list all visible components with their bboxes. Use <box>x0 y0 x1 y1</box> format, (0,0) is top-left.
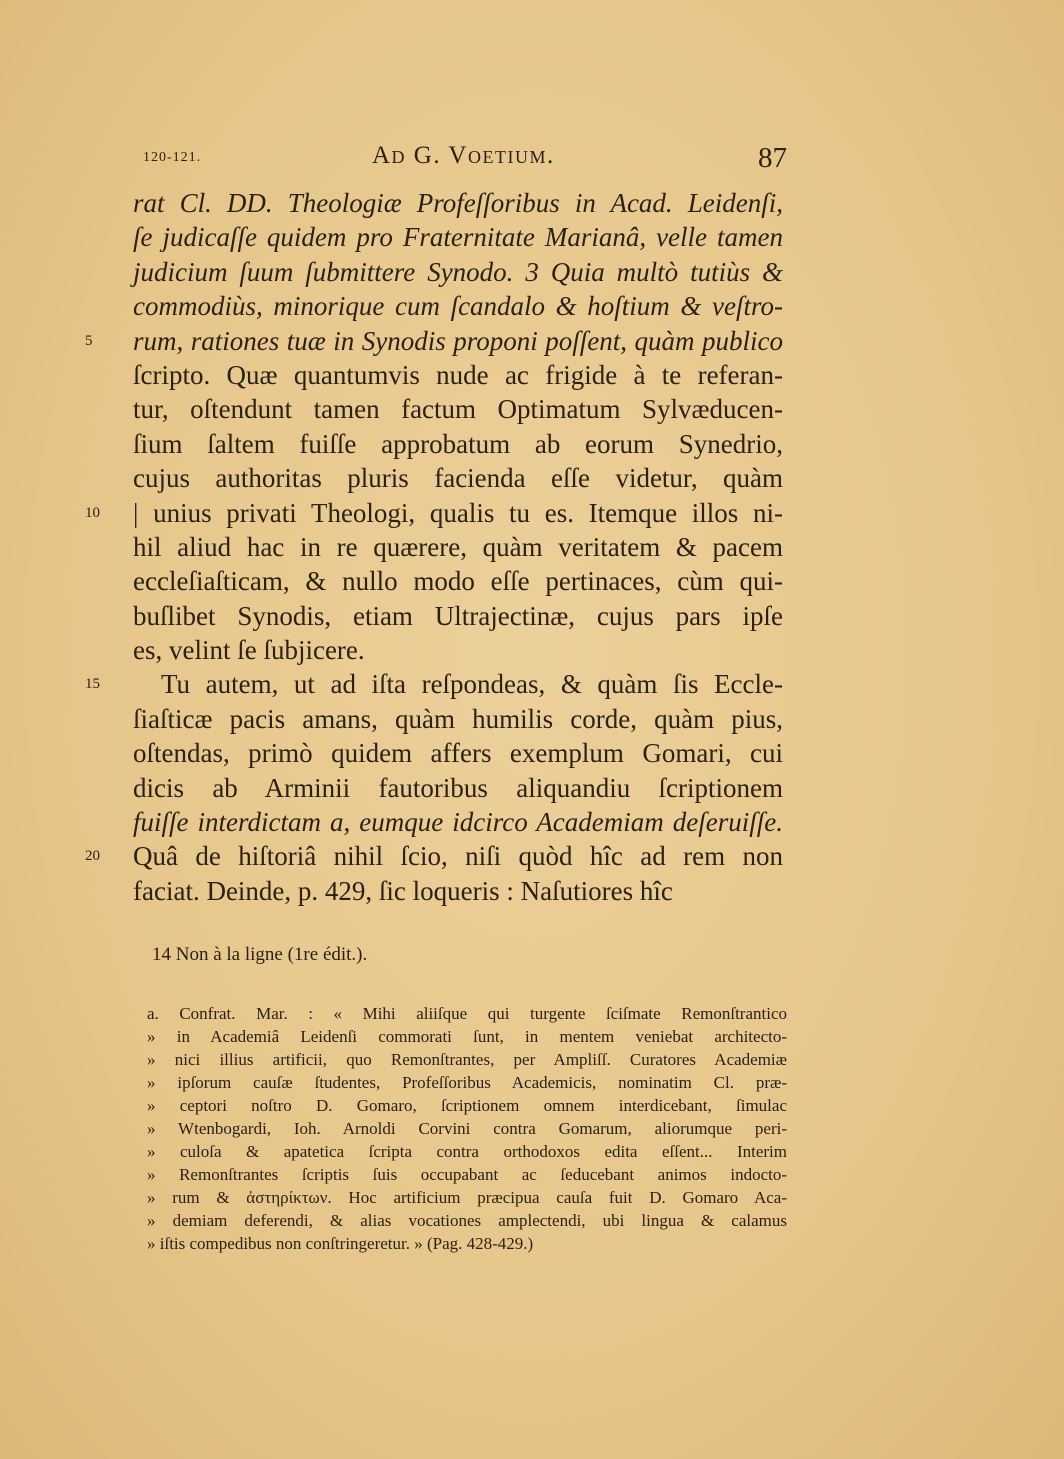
line-text: buſlibet Synodis, etiam Ultrajectinæ, cujus pars ipſe <box>133 600 783 631</box>
text-line <box>133 633 783 667</box>
line-text: Quâ de hiſtoriâ nihil ſcio, niſi quòd hîc ad rem non <box>133 841 783 872</box>
page-range: 120-121. <box>143 150 202 165</box>
footnote-line: » demiam deferendi, & alias vocationes amplectendi, ubi lingua & calamus <box>147 1211 787 1230</box>
footnote-line: » rum & ἀστηρίκτων. Hoc artificium præcipua cauſa fuit D. Gomaro Aca- <box>147 1188 787 1207</box>
text-line <box>133 427 783 461</box>
text-line <box>133 874 783 908</box>
page-number: 87 <box>758 142 787 174</box>
footnote-line: a. Confrat. Mar. : « Mihi aliiſque qui turgente ſciſmate Remonſtrantico <box>147 1004 787 1023</box>
line-text: ſcripto. Quæ quantumvis nude ac frigide à te referan- <box>133 359 783 390</box>
line-text: es, velint ſe ſubjicere. <box>133 635 365 666</box>
main-text <box>85 186 783 908</box>
text-line <box>85 839 783 873</box>
footnote-line: » Wtenbogardi, Ioh. Arnoldi Corvini contra Gomarum, aliorumque peri- <box>147 1119 787 1138</box>
text-line <box>133 186 783 220</box>
footnote-line: » culoſa & apatetica ſcripta contra orthodoxos edita eſſent... Interim <box>147 1142 787 1161</box>
line-number: 5 <box>85 332 93 349</box>
text-line <box>133 599 783 633</box>
line-text: faciat. Deinde, p. 429, ſic loqueris : Naſutiores hîc <box>133 875 673 906</box>
text-line <box>133 702 783 736</box>
line-number: 10 <box>85 504 100 521</box>
footnote-line: » ipſorum cauſæ ſtudentes, Profeſſoribus Academicis, nominatim Cl. præ- <box>147 1073 787 1092</box>
text-line <box>85 667 783 701</box>
footnote-line: » ceptori noſtro D. Gomaro, ſcriptionem omnem interdicebant, ſimulac <box>147 1096 787 1115</box>
running-title: Ad G. Voetium. <box>372 142 555 169</box>
line-text: | unius privati Theologi, qualis tu es. Itemque illos ni- <box>133 497 783 528</box>
line-text: tur, oſtendunt tamen factum Optimatum Sylvæducen- <box>133 394 783 425</box>
text-line <box>133 564 783 598</box>
line-text: rat Cl. DD. Theologiæ Profeſſoribus in Acad. Leidenſi, <box>133 188 783 218</box>
footnote-line: » iſtis compedibus non conſtringeretur. » (Pag. 428-429.) <box>147 1234 534 1253</box>
line-text: oſtendas, primò quidem affers exemplum Gomari, cui <box>133 738 783 769</box>
text-line <box>133 220 783 254</box>
line-text: dicis ab Arminii fautoribus aliquandiu ſcriptionem <box>133 772 783 803</box>
variant-note: 14 Non à la ligne (1re édit.). <box>152 944 368 965</box>
text-line <box>133 530 783 564</box>
footnote-line: » nici illius artificii, quo Remonſtrantes, per Ampliſſ. Curatores Academiæ <box>147 1050 787 1069</box>
text-line <box>85 496 783 530</box>
line-number: 20 <box>85 848 100 865</box>
line-text: hil aliud hac in re quærere, quàm veritatem & pacem <box>133 531 783 562</box>
text-line <box>133 736 783 770</box>
footnote-line: » in Academiâ Leidenſi commorati ſunt, in mentem veniebat architecto- <box>147 1027 787 1046</box>
line-text: rum, rationes tuæ in Synodis proponi poſſent, quàm publico <box>133 325 783 356</box>
text-line <box>133 392 783 426</box>
text-line <box>133 358 783 392</box>
text-line <box>133 289 783 323</box>
line-text: ſiaſticæ pacis amans, quàm humilis corde, quàm pius, <box>133 703 783 734</box>
line-text: eccleſiaſticam, & nullo modo eſſe pertinaces, cùm qui- <box>133 566 783 597</box>
footnote-line: » Remonſtrantes ſcriptis ſuis occupabant ac ſeducebant animos indocto- <box>147 1165 787 1184</box>
line-text: ſe judicaſſe quidem pro Fraternitate Marianâ, velle tamen <box>133 222 783 253</box>
text-line <box>133 255 783 289</box>
line-text: commodiùs, minorique cum ſcandalo & hoſtium & veſtro- <box>133 291 783 322</box>
footnote <box>147 1002 787 1255</box>
line-text: cujus authoritas pluris facienda eſſe videtur, quàm <box>133 463 783 494</box>
text-line <box>133 805 783 839</box>
text-line <box>85 324 783 358</box>
text-line <box>133 771 783 805</box>
line-text: fuiſſe interdictam a, eumque idcirco Academiam deſeruiſſe. <box>133 807 783 838</box>
running-header <box>0 142 1064 182</box>
line-text: Tu autem, ut ad iſta reſpondeas, & quàm ſis Eccle- <box>161 669 783 700</box>
line-text: ſium ſaltem fuiſſe approbatum ab eorum Synedrio, <box>133 428 783 459</box>
text-line <box>133 461 783 495</box>
line-text: judicium ſuum ſubmittere Synodo. 3 Quia multò tutiùs & <box>133 256 783 287</box>
line-number: 15 <box>85 676 100 693</box>
